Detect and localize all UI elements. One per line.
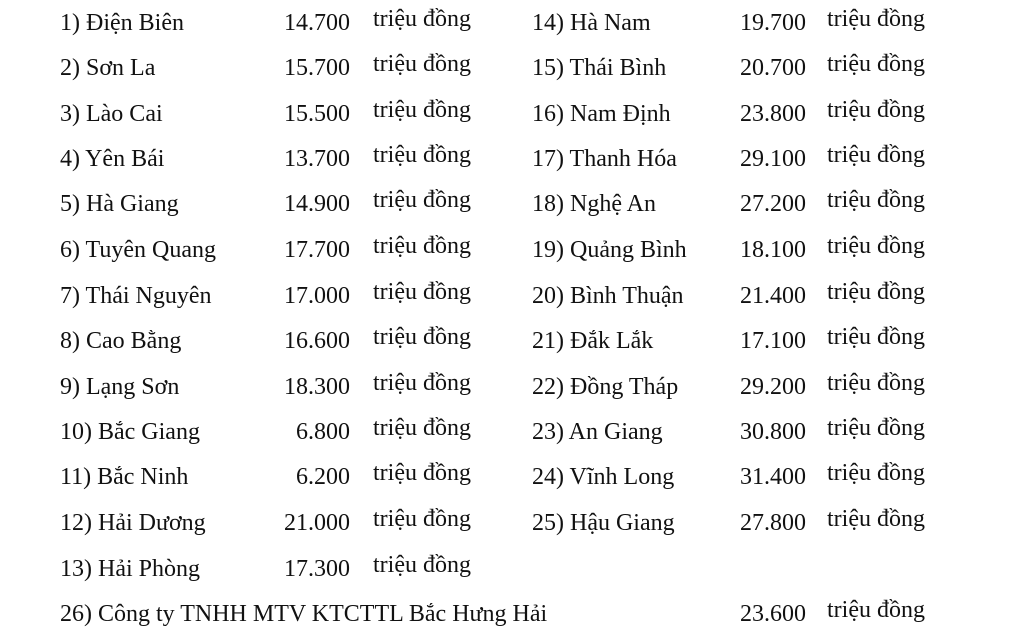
item-amount: 18.300 [284, 374, 350, 400]
item-unit: triệu đồng [827, 97, 925, 123]
item-name: 3) Lào Cai [60, 101, 163, 127]
item-name: 6) Tuyên Quang [60, 237, 217, 263]
item-name: 2) Sơn La [60, 55, 156, 81]
item-amount: 13.700 [284, 146, 350, 172]
item-amount: 19.700 [740, 10, 806, 36]
item-name: 15) Thái Bình [532, 55, 667, 81]
item-amount: 17.100 [740, 328, 806, 354]
item-name: 20) Bình Thuận [532, 283, 684, 309]
item-name: 18) Nghệ An [532, 191, 656, 217]
item-name: 19) Quảng Bình [532, 237, 687, 263]
item-unit: triệu đồng [373, 552, 471, 578]
item-unit: triệu đồng [373, 460, 471, 486]
item-name: 23) An Giang [532, 419, 663, 445]
item-name: 25) Hậu Giang [532, 510, 675, 536]
list-item [0, 414, 1025, 450]
item-name: 24) Vĩnh Long [532, 464, 675, 490]
item-amount: 15.500 [284, 101, 350, 127]
item-unit: triệu đồng [827, 506, 925, 532]
item-amount: 31.400 [740, 464, 806, 490]
item-amount: 20.700 [740, 55, 806, 81]
item-amount: 23.600 [740, 601, 806, 627]
item-unit: triệu đồng [373, 187, 471, 213]
item-unit: triệu đồng [373, 370, 471, 396]
item-unit: triệu đồng [373, 6, 471, 32]
item-name: 16) Nam Định [532, 101, 671, 127]
item-amount: 17.300 [284, 556, 350, 582]
list-item [0, 186, 1025, 222]
item-name: 22) Đồng Tháp [532, 374, 679, 400]
item-amount: 14.700 [284, 10, 350, 36]
item-name: 8) Cao Bằng [60, 328, 182, 354]
list-item [0, 141, 1025, 177]
item-amount: 21.400 [740, 283, 806, 309]
item-name: 11) Bắc Ninh [60, 464, 189, 490]
item-name: 9) Lạng Sơn [60, 374, 180, 400]
item-unit: triệu đồng [827, 6, 925, 32]
list-item [0, 278, 1025, 314]
item-name: 14) Hà Nam [532, 10, 651, 36]
list-item [0, 5, 1025, 41]
item-unit: triệu đồng [827, 324, 925, 350]
item-unit: triệu đồng [827, 51, 925, 77]
item-unit: triệu đồng [373, 279, 471, 305]
item-unit: triệu đồng [373, 506, 471, 532]
item-unit: triệu đồng [827, 142, 925, 168]
item-amount: 18.100 [740, 237, 806, 263]
list-item [0, 96, 1025, 132]
item-amount: 23.800 [740, 101, 806, 127]
item-unit: triệu đồng [827, 460, 925, 486]
item-amount: 27.800 [740, 510, 806, 536]
item-unit: triệu đồng [373, 51, 471, 77]
item-unit: triệu đồng [827, 233, 925, 259]
item-name: 26) Công ty TNHH MTV KTCTTL Bắc Hưng Hải [60, 601, 548, 627]
item-unit: triệu đồng [373, 233, 471, 259]
list-item [0, 459, 1025, 495]
item-amount: 21.000 [284, 510, 350, 536]
item-unit: triệu đồng [827, 597, 925, 623]
item-unit: triệu đồng [827, 279, 925, 305]
list-item [0, 369, 1025, 405]
item-name: 21) Đắk Lắk [532, 328, 654, 354]
item-name: 7) Thái Nguyên [60, 283, 212, 309]
item-name: 5) Hà Giang [60, 191, 179, 217]
list-item [0, 50, 1025, 86]
item-amount: 6.800 [296, 419, 350, 445]
item-amount: 29.200 [740, 374, 806, 400]
item-unit: triệu đồng [373, 142, 471, 168]
item-name: 10) Bắc Giang [60, 419, 200, 445]
item-name: 4) Yên Bái [60, 146, 165, 172]
item-amount: 6.200 [296, 464, 350, 490]
item-unit: triệu đồng [373, 415, 471, 441]
item-name: 17) Thanh Hóa [532, 146, 677, 172]
item-amount: 17.700 [284, 237, 350, 263]
item-unit: triệu đồng [827, 370, 925, 396]
item-unit: triệu đồng [373, 324, 471, 350]
item-amount: 14.900 [284, 191, 350, 217]
item-name: 13) Hải Phòng [60, 556, 200, 582]
list-item [0, 232, 1025, 268]
item-amount: 29.100 [740, 146, 806, 172]
item-name: 12) Hải Dương [60, 510, 206, 536]
list-item [0, 323, 1025, 359]
list-item-footer [0, 596, 1025, 632]
item-amount: 30.800 [740, 419, 806, 445]
item-unit: triệu đồng [373, 97, 471, 123]
item-name: 1) Điện Biên [60, 10, 184, 36]
item-unit: triệu đồng [827, 415, 925, 441]
item-amount: 27.200 [740, 191, 806, 217]
item-unit: triệu đồng [827, 187, 925, 213]
list-item [0, 551, 520, 587]
item-amount: 17.000 [284, 283, 350, 309]
item-amount: 16.600 [284, 328, 350, 354]
list-item [0, 505, 1025, 541]
item-amount: 15.700 [284, 55, 350, 81]
